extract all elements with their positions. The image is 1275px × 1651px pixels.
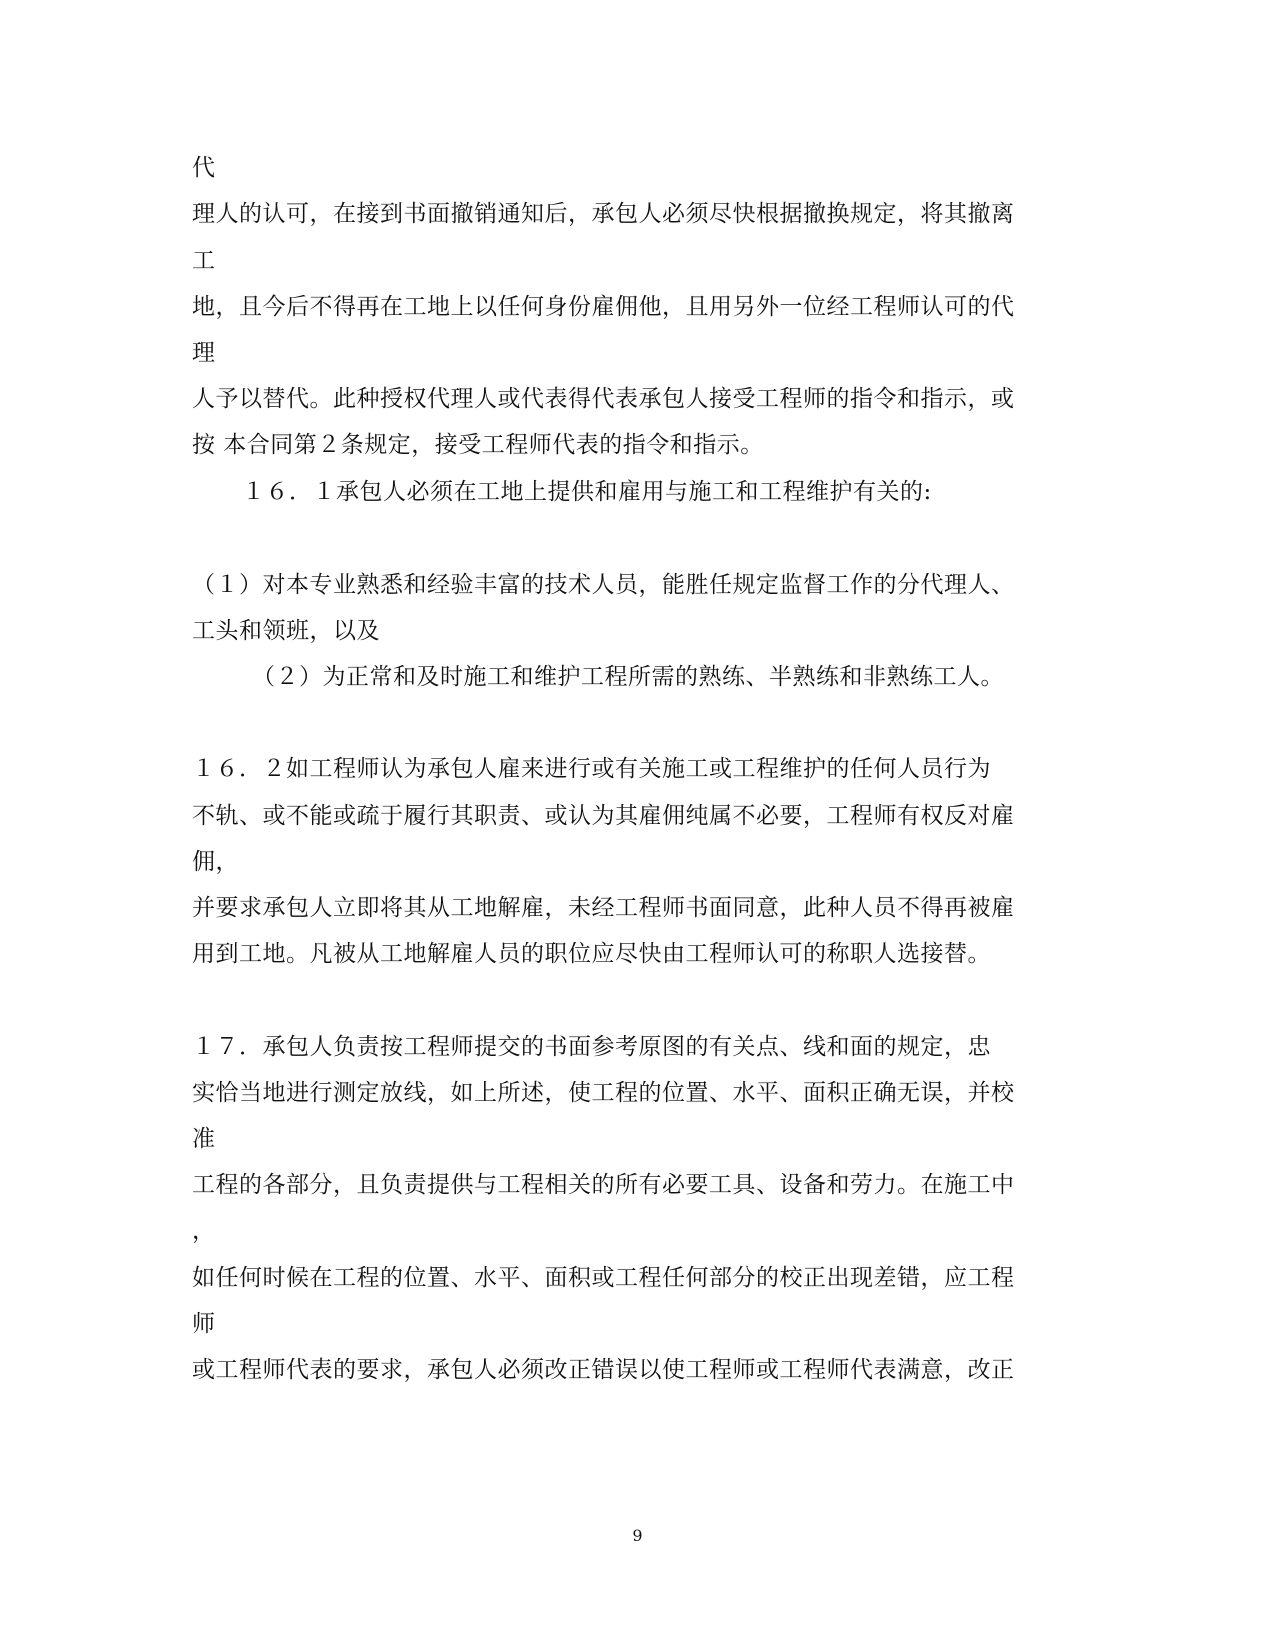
text-line: 或工程师代表的要求，承包人必须改正错误以使工程师或工程师代表满意，改正 (192, 1357, 1015, 1383)
clause-16-1-heading: １６．１承包人必须在工地上提供和雇用与施工和工程维护有关的: (242, 479, 932, 505)
text-line: 理人的认可，在接到书面撤销通知后，承包人必须尽快根据撤换规定，将其撤离 (192, 201, 1015, 227)
text-line: 理 (192, 340, 216, 366)
text-line: 佣， (192, 849, 239, 875)
text-line: 工程的各部分，且负责提供与工程相关的所有必要工具、设备和劳力。在施工中 (192, 1172, 1015, 1198)
text-line: 准 (192, 1126, 216, 1152)
text-line: 按 本合同第２条规定，接受工程师代表的指令和指示。 (192, 432, 764, 458)
text-line: 不轨、或不能或疏于履行其职责、或认为其雇佣纯属不必要，工程师有权反对雇 (192, 803, 1015, 829)
text-line: 实恰当地进行测定放线，如上所述，使工程的位置、水平、面积正确无误，并校 (192, 1080, 1015, 1106)
list-item-2: （２）为正常和及时施工和维护工程所需的熟练、半熟练和非熟练工人。 (252, 664, 1004, 690)
text-line: 并要求承包人立即将其从工地解雇，未经工程师书面同意，此种人员不得再被雇 (192, 895, 1015, 921)
text-line: 工 (192, 248, 216, 274)
clause-16-2: １６．２如工程师认为承包人雇来进行或有关施工或工程维护的任何人员行为 (192, 756, 991, 782)
clause-17: １７．承包人负责按工程师提交的书面参考原图的有关点、线和面的规定，忠 (192, 1034, 991, 1060)
text-line: 地，且今后不得再在工地上以任何身份雇佣他，且用另外一位经工程师认可的代 (192, 294, 1015, 320)
text-line: 用到工地。凡被从工地解雇人员的职位应尽快由工程师认可的称职人选接替。 (192, 941, 991, 967)
list-item-1: （１）对本专业熟悉和经验丰富的技术人员，能胜任规定监督工作的分代理人、 (192, 572, 1015, 598)
text-line: 师 (192, 1311, 216, 1337)
page-number: 9 (632, 1526, 643, 1545)
text-line: 工头和领班，以及 (192, 618, 380, 644)
text-line: 代 (192, 155, 216, 181)
text-line: 人予以替代。此种授权代理人或代表得代表承包人接受工程师的指令和指示，或 (192, 386, 1015, 412)
text-line: 如任何时候在工程的位置、水平、面积或工程任何部分的校正出现差错，应工程 (192, 1265, 1015, 1291)
text-line: ， (192, 1218, 216, 1244)
